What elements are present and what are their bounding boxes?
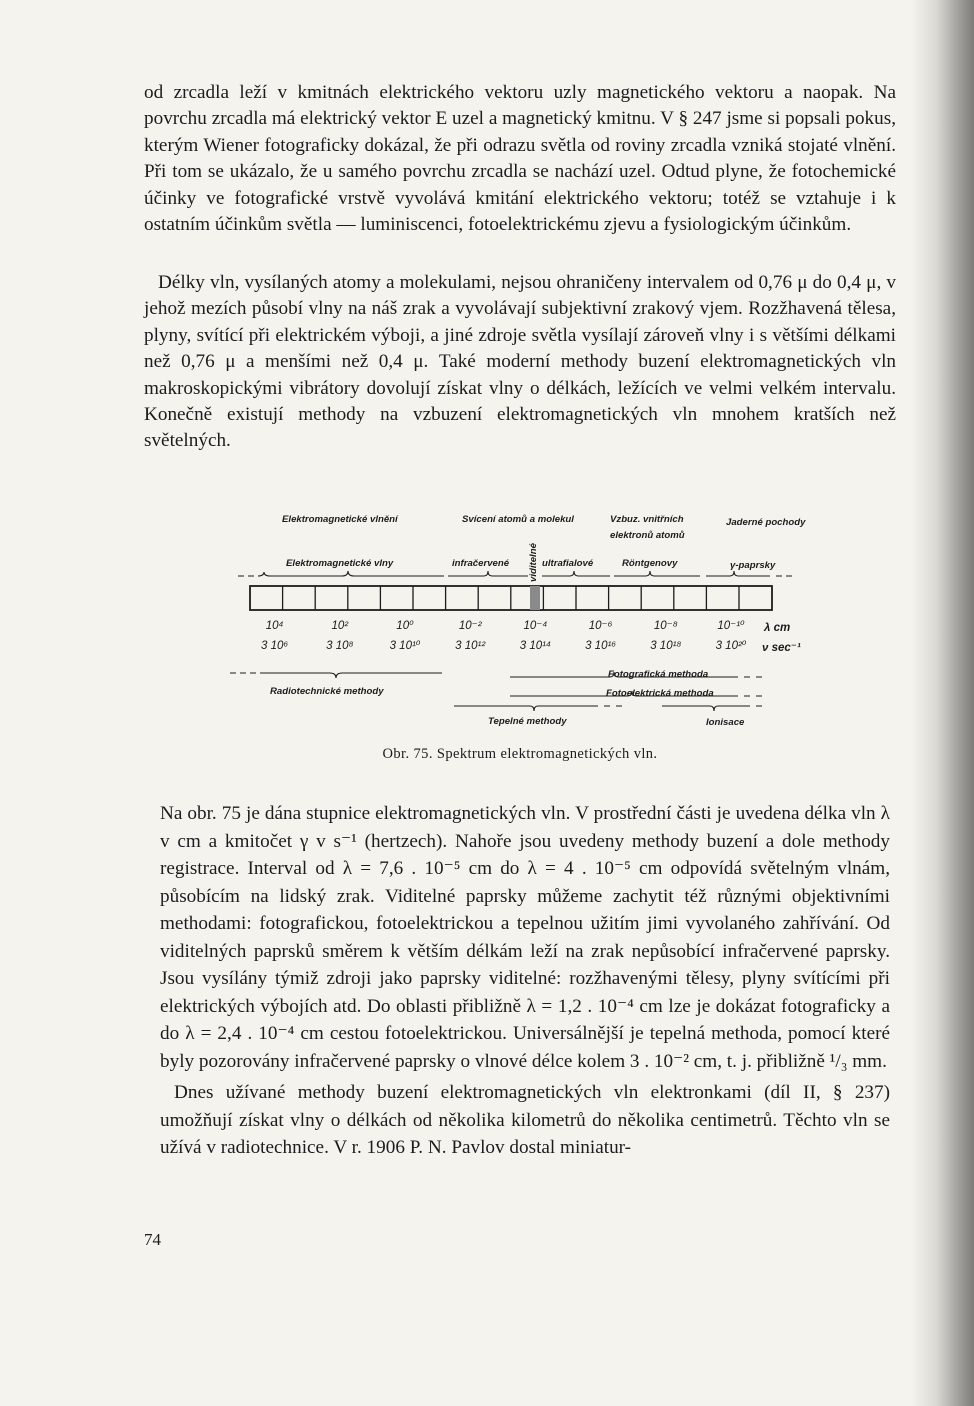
wavelength-tick: 10⁻² (458, 620, 482, 632)
frequency-unit: ν sec⁻¹ (762, 642, 801, 654)
paragraph-bottom-2: Dnes užívané methody buzení elektromagnetických vln elektronkami (díl II, § 237) umožňují získat vlny o délkách od několika kilometrů do několika centimetrů. Těchto vln se užívá v radiotechnice. V r. 1906 P. N. Pavlov dostal miniatur- (160, 1082, 890, 1158)
band-label-ir: infračervené (452, 558, 510, 569)
label-radiotechnical: Radiotechnické methody (270, 686, 384, 697)
frequency-tick: 3 10²⁰ (715, 640, 747, 652)
brace-ir (448, 571, 528, 576)
frequency-tick: 3 10¹⁰ (389, 640, 421, 652)
paragraph-bottom-1: Na obr. 75 je dána stupnice elektromagnetických vln. V prostřední části je uvedena délka vln λ v cm a kmitočet γ v s⁻¹ (hertzech). Nahoře jsou uvedeny methody buzení a dole methody registrace. Interval od λ = 7,6 . 10⁻⁵ cm do λ = 4 . 10⁻⁵ cm odpovídá světelným vlnám, působícím na lidský zrak. Viditelné paprsky můžeme zachytit též různými objektivními methodami: fotografickou, fotoelektrickou a tepelnou užitím jimi vyvolaného zahřívání. Od viditelných paprsků směrem k větším délkám leží na zrak nepůsobící infračervené paprsky. Jsou vysílány týmiž zdroji jako paprsky viditelné: rozžhavenými tělesy, plyny svítícími při elektrických výbojích atd. Do oblasti přibližně λ = 1,2 . 10⁻⁴ cm lze je dokázat fotograficky a do λ = 2,4 . 10⁻⁴ cm cestou fotoelektrickou. Universálnější je tepelná methoda, pomocí které byly pozorovány infračervené paprsky o vlnové délce kolem 3 . 10⁻² cm, t. j. přibližně ¹/₃ mm. (160, 803, 890, 1072)
wavelength-unit: λ cm (764, 622, 791, 634)
text-block-top (144, 80, 896, 464)
brace-radiotechnical (230, 673, 442, 678)
wavelength-tick: 10⁰ (396, 620, 414, 632)
frequency-tick: 3 10⁶ (261, 640, 289, 652)
wavelength-tick: 10⁻⁸ (653, 620, 678, 632)
band-label-xray: Röntgenovy (622, 558, 678, 569)
band-label-uv: ultrafialové (542, 558, 594, 569)
visible-light-band (530, 586, 540, 610)
spectrum-figure (230, 498, 810, 746)
label-sviceni: Svícení atomů a molekul (462, 514, 574, 525)
brace-ionisation (662, 706, 762, 711)
wavelength-tick: 10⁻⁴ (523, 620, 548, 632)
page-edge-shadow (912, 0, 974, 1406)
frequency-tick: 3 10¹⁴ (519, 640, 552, 652)
frequency-tick: 3 10¹² (455, 640, 486, 652)
frequency-ticks (261, 640, 747, 652)
figure-caption: Obr. 75. Spektrum elektromagnetických vln. (382, 746, 658, 762)
label-em-vlneni: Elektromagnetické vlnění (282, 514, 398, 525)
wavelength-tick: 10⁴ (265, 620, 284, 632)
brace-gamma (706, 571, 792, 576)
frequency-tick: 3 10⁸ (326, 640, 354, 652)
text-block-bottom (160, 800, 890, 1162)
spectrum-diagram (230, 498, 810, 746)
paragraph-top-2: Délky vln, vysílaných atomy a molekulami, nejsou ohraničeny intervalem od 0,76 μ do 0,4 μ, v jehož mezích působí vlny na náš zrak a vyvolávají subjektivní zrakový vjem. Rozžhavená tělesa, plyny, svítící při elektrickém výboji, a jiné zdroje světla vysílají zároveň vlny i s většími délkami než 0,76 μ a menšími než 0,4 μ. Také moderní methody buzení elektromagnetických vln makroskopickými vibrátory dovolují získat vlny o délkách, ležících ve velmi velkém intervalu. Konečně existují methody na vzbuzení elektromagnetických vln mnohem kratších než světelných. (144, 272, 896, 452)
scale-bar-divisions (283, 586, 739, 610)
upper-braces (238, 571, 792, 576)
band-label-vis: viditelné (528, 543, 539, 582)
brace-thermal (454, 706, 622, 711)
wavelength-tick: 10⁻¹⁰ (717, 620, 745, 632)
label-vzbuz-2: elektronů atomů (610, 530, 685, 541)
label-vzbuz-1: Vzbuz. vnitřních (610, 514, 684, 525)
page-number: 74 (144, 1230, 161, 1249)
label-photoelectric: Fotoelektrická methoda (606, 688, 714, 699)
label-jaderne: Jaderné pochody (726, 517, 806, 528)
brace-uv (542, 571, 610, 576)
wavelength-ticks (266, 620, 745, 632)
paragraph-top-1: od zrcadla leží v kmitnách elektrického vektoru uzly magnetického vektoru a naopak. Na povrchu zrcadla má elektrický vektor E uzel a magnetický kmitnu. V § 247 jsme si popsali pokus, kterým Wiener fotograficky dokázal, že při odrazu světla od roviny zrcadla vzniká stojaté vlnění. Při tom se ukázalo, že u samého povrchu zrcadla se nachází uzel. Odtud plyne, že fotochemické účinky ve fotografické vrstvě vyvolává kmitání elektrického vektoru; totéž se vztahuje i k ostatním účinkům světla — luminiscenci, fotoelektrickému zjevu a fysiologickým účinkům. (144, 82, 896, 236)
label-thermal: Tepelné methody (488, 716, 567, 727)
frequency-tick: 3 10¹⁶ (585, 640, 617, 652)
frequency-tick: 3 10¹⁸ (650, 640, 682, 652)
band-label-gamma: γ-paprsky (730, 560, 776, 571)
brace-xray (614, 571, 700, 576)
label-ionisation: Ionisace (706, 717, 745, 728)
spectrum-scale-bar (250, 586, 772, 610)
label-photographic: Fotografická methoda (608, 669, 709, 680)
brace-radio (238, 571, 444, 576)
wavelength-tick: 10⁻⁶ (588, 620, 613, 632)
wavelength-tick: 10² (331, 620, 349, 632)
band-label-radio: Elektromagnetické vlny (286, 558, 394, 569)
